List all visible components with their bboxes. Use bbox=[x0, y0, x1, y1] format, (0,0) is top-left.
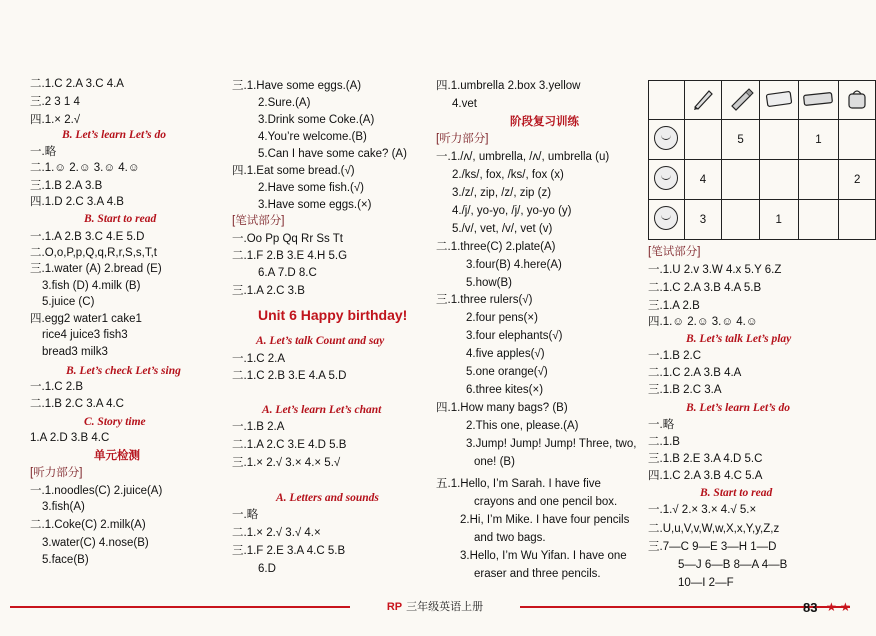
answer-line: 四.1.× 2.√ bbox=[30, 114, 81, 126]
answer-line: 3.Drink some Coke.(A) bbox=[258, 114, 375, 126]
grid-header-row bbox=[649, 81, 876, 120]
answer-line: 2.Have some fish.(√) bbox=[258, 182, 365, 194]
answer-line: 一.Oo Pp Qq Rr Ss Tt bbox=[232, 233, 343, 245]
bag-icon bbox=[839, 81, 876, 120]
grid-cell: 3 bbox=[684, 200, 722, 240]
section-heading: B. Let’s check Let’s sing bbox=[66, 365, 181, 377]
child-face-icon bbox=[649, 200, 685, 240]
answer-line: 3.fish(A) bbox=[42, 501, 85, 513]
answer-grid bbox=[648, 80, 876, 240]
section-bracket: [笔试部分] bbox=[232, 215, 285, 227]
grid-cell bbox=[798, 160, 839, 200]
answer-line: 1.A 2.D 3.B 4.C bbox=[30, 432, 110, 444]
answer-line: 3.fish (D) 4.milk (B) bbox=[42, 280, 141, 292]
answer-line: 一.略 bbox=[648, 419, 675, 431]
answer-line: 3.four elephants(√) bbox=[466, 330, 563, 342]
child-face-icon bbox=[649, 120, 685, 160]
answer-line: 四.1.C 2.A 3.B 4.C 5.A bbox=[648, 470, 763, 482]
answer-line: 三.1.Have some eggs.(A) bbox=[232, 80, 362, 92]
answer-line: 5./v/, vet, /v/, vet (v) bbox=[452, 223, 553, 235]
child-face-icon bbox=[649, 160, 685, 200]
section-heading: A. Letters and sounds bbox=[276, 492, 379, 504]
answer-line: 一.1.B 2.A bbox=[232, 421, 285, 433]
answer-line: 三.1.A 2.C 3.B bbox=[232, 285, 305, 297]
answer-line: 一.1.U 2.v 3.W 4.x 5.Y 6.Z bbox=[648, 264, 782, 276]
footer-book-title: 三年级英语上册 bbox=[406, 601, 484, 613]
answer-line: 6.three kites(×) bbox=[466, 384, 544, 396]
answer-line: 五.1.Hello, I’m Sarah. I have five bbox=[436, 478, 601, 490]
section-heading: 单元检测 bbox=[94, 450, 140, 462]
answer-line: 二.U,u,V,v,W,w,X,x,Y,y,Z,z bbox=[648, 523, 780, 535]
answer-line: crayons and one pencil box. bbox=[474, 496, 618, 508]
star-icon: ★ bbox=[826, 600, 837, 614]
answer-line: 2.Sure.(A) bbox=[258, 97, 311, 109]
answer-line: 5.juice (C) bbox=[42, 296, 95, 308]
answer-line: 一.1./ʌ/, umbrella, /ʌ/, umbrella (u) bbox=[436, 151, 610, 163]
answer-line: 二.1.C 2.B 3.E 4.A 5.D bbox=[232, 370, 347, 382]
answer-line: 3./z/, zip, /z/, zip (z) bbox=[452, 187, 552, 199]
grid-cell: 4 bbox=[684, 160, 722, 200]
answer-line: 二.1.Coke(C) 2.milk(A) bbox=[30, 519, 146, 531]
answer-line: 6.A 7.D 8.C bbox=[258, 267, 317, 279]
grid-cell bbox=[839, 200, 876, 240]
section-heading: A. Let’s learn Let’s chant bbox=[262, 404, 382, 416]
section-heading: C. Story time bbox=[84, 416, 146, 428]
answer-line: 一.1.C 2.A bbox=[232, 353, 286, 365]
grid-row bbox=[649, 160, 876, 200]
section-bracket: [听力部分] bbox=[30, 467, 83, 479]
answer-line: 三.7—C 9—E 3—H 1—D bbox=[648, 541, 777, 553]
section-heading: B. Start to read bbox=[84, 213, 157, 225]
answer-line: 5.one orange(√) bbox=[466, 366, 548, 378]
answer-line: 3.four(B) 4.here(A) bbox=[466, 259, 562, 271]
pencil-box-icon bbox=[798, 81, 839, 120]
answer-line: 一.略 bbox=[30, 146, 57, 158]
answer-line: 三.1.B 2.E 3.A 4.D 5.C bbox=[648, 453, 763, 465]
grid-row bbox=[649, 120, 876, 160]
answer-line: 3.Have some eggs.(×) bbox=[258, 199, 372, 211]
answer-line: 二.1.B bbox=[648, 436, 680, 448]
grid-cell bbox=[722, 160, 760, 200]
answer-line: 四.1.umbrella 2.box 3.yellow bbox=[436, 80, 581, 92]
section-heading: B. Start to read bbox=[700, 487, 773, 499]
grid-cell bbox=[684, 120, 722, 160]
grid-cell bbox=[759, 160, 798, 200]
answer-line: 5—J 6—B 8—A 4—B bbox=[678, 559, 788, 571]
footer-code: RP bbox=[386, 601, 403, 613]
answer-line: and two bags. bbox=[474, 532, 546, 544]
answer-line: 二.1.☺ 2.☺ 3.☺ 4.☺ bbox=[30, 162, 140, 174]
section-heading: B. Let’s learn Let’s do bbox=[62, 129, 167, 141]
answer-line: 3.Hello, I’m Wu Yifan. I have one bbox=[460, 550, 627, 562]
answer-line: rice4 juice3 fish3 bbox=[42, 329, 128, 341]
grid-row bbox=[649, 200, 876, 240]
answer-line: 三.1.water (A) 2.bread (E) bbox=[30, 263, 162, 275]
answer-line: 二.O,o,P,p,Q,q,R,r,S,s,T,t bbox=[30, 247, 157, 259]
answer-line: 二.1.C 2.A 3.C 4.A bbox=[30, 78, 124, 90]
grid-cell: 1 bbox=[759, 200, 798, 240]
section-heading: B. Let’s learn Let’s do bbox=[686, 402, 791, 414]
answer-line: 3.water(C) 4.nose(B) bbox=[42, 537, 149, 549]
answer-line: 二.1.C 2.A 3.B 4.A 5.B bbox=[648, 282, 762, 294]
answer-line: 三.1.× 2.√ 3.× 4.× 5.√ bbox=[232, 457, 341, 469]
answer-line: 5.how(B) bbox=[466, 277, 513, 289]
section-heading: B. Let’s talk Let’s play bbox=[686, 333, 792, 345]
answer-line: 三.1.F 2.E 3.A 4.C 5.B bbox=[232, 545, 346, 557]
answer-line: 5.face(B) bbox=[42, 554, 89, 566]
grid-cell bbox=[722, 200, 760, 240]
grid-cell bbox=[839, 120, 876, 160]
answer-line: 一.1.B 2.C bbox=[648, 350, 702, 362]
crayon-icon bbox=[722, 81, 760, 120]
grid-cell bbox=[798, 200, 839, 240]
answer-line: 三.1.B 2.A 3.B bbox=[30, 180, 103, 192]
answer-line: 二.1.× 2.√ 3.√ 4.× bbox=[232, 527, 321, 539]
grid-cell: 1 bbox=[798, 120, 839, 160]
answer-line: 2.This one, please.(A) bbox=[466, 420, 579, 432]
section-heading: 阶段复习训练 bbox=[510, 116, 579, 128]
unit-title: Unit 6 Happy birthday! bbox=[258, 307, 408, 323]
eraser-icon bbox=[759, 81, 798, 120]
page-number: 83 bbox=[803, 600, 818, 615]
answer-line: 三.1.A 2.B bbox=[648, 300, 700, 312]
grid-cell: 2 bbox=[839, 160, 876, 200]
answer-line: 一.1.√ 2.× 3.× 4.√ 5.× bbox=[648, 504, 757, 516]
answer-line: 一.1.noodles(C) 2.juice(A) bbox=[30, 485, 163, 497]
answer-line: 5.Can I have some cake? (A) bbox=[258, 148, 407, 160]
footer-title bbox=[350, 598, 520, 614]
section-heading: A. Let’s talk Count and say bbox=[256, 335, 385, 347]
answer-line: one! (B) bbox=[474, 456, 515, 468]
answer-line: eraser and three pencils. bbox=[474, 568, 601, 580]
answer-line: 4./j/, yo-yo, /j/, yo-yo (y) bbox=[452, 205, 572, 217]
answer-line: 2.Hi, I’m Mike. I have four pencils bbox=[460, 514, 630, 526]
answer-line: 二.1.three(C) 2.plate(A) bbox=[436, 241, 556, 253]
answer-line: 二.1.F 2.B 3.E 4.H 5.G bbox=[232, 250, 348, 262]
answer-line: bread3 milk3 bbox=[42, 346, 108, 358]
answer-line: 四.egg2 water1 cake1 bbox=[30, 313, 142, 325]
answer-line: 4.vet bbox=[452, 98, 477, 110]
answer-line: 一.1.A 2.B 3.C 4.E 5.D bbox=[30, 231, 145, 243]
grid-cell: 5 bbox=[722, 120, 760, 160]
answer-line: 6.D bbox=[258, 563, 276, 575]
pencil-icon bbox=[684, 81, 722, 120]
answer-line: 2.four pens(×) bbox=[466, 312, 538, 324]
answer-line: 4.You’re welcome.(B) bbox=[258, 131, 367, 143]
answer-line: 三.1.B 2.C 3.A bbox=[648, 384, 722, 396]
grid-corner bbox=[649, 81, 685, 120]
answer-line: 四.1.☺ 2.☺ 3.☺ 4.☺ bbox=[648, 316, 758, 328]
answer-line: 4.five apples(√) bbox=[466, 348, 545, 360]
section-bracket: [笔试部分] bbox=[648, 246, 701, 258]
section-bracket: [听力部分] bbox=[436, 133, 489, 145]
answer-line: 四.1.Eat some bread.(√) bbox=[232, 165, 355, 177]
answer-line: 三.2 3 1 4 bbox=[30, 96, 80, 108]
answer-line: 四.1.D 2.C 3.A 4.B bbox=[30, 196, 124, 208]
answer-line: 2./ks/, fox, /ks/, fox (x) bbox=[452, 169, 564, 181]
answer-line: 二.1.C 2.A 3.B 4.A bbox=[648, 367, 742, 379]
grid-cell bbox=[759, 120, 798, 160]
answer-line: 10—I 2—F bbox=[678, 577, 734, 589]
answer-line: 一.略 bbox=[232, 509, 259, 521]
star-icon: ★ bbox=[840, 600, 851, 614]
answer-line: 三.1.three rulers(√) bbox=[436, 294, 533, 306]
answer-line: 四.1.How many bags? (B) bbox=[436, 402, 568, 414]
answer-line: 3.Jump! Jump! Jump! Three, two, bbox=[466, 438, 637, 450]
answer-line: 二.1.A 2.C 3.E 4.D 5.B bbox=[232, 439, 347, 451]
answer-line: 一.1.C 2.B bbox=[30, 381, 84, 393]
answer-line: 二.1.B 2.C 3.A 4.C bbox=[30, 398, 124, 410]
